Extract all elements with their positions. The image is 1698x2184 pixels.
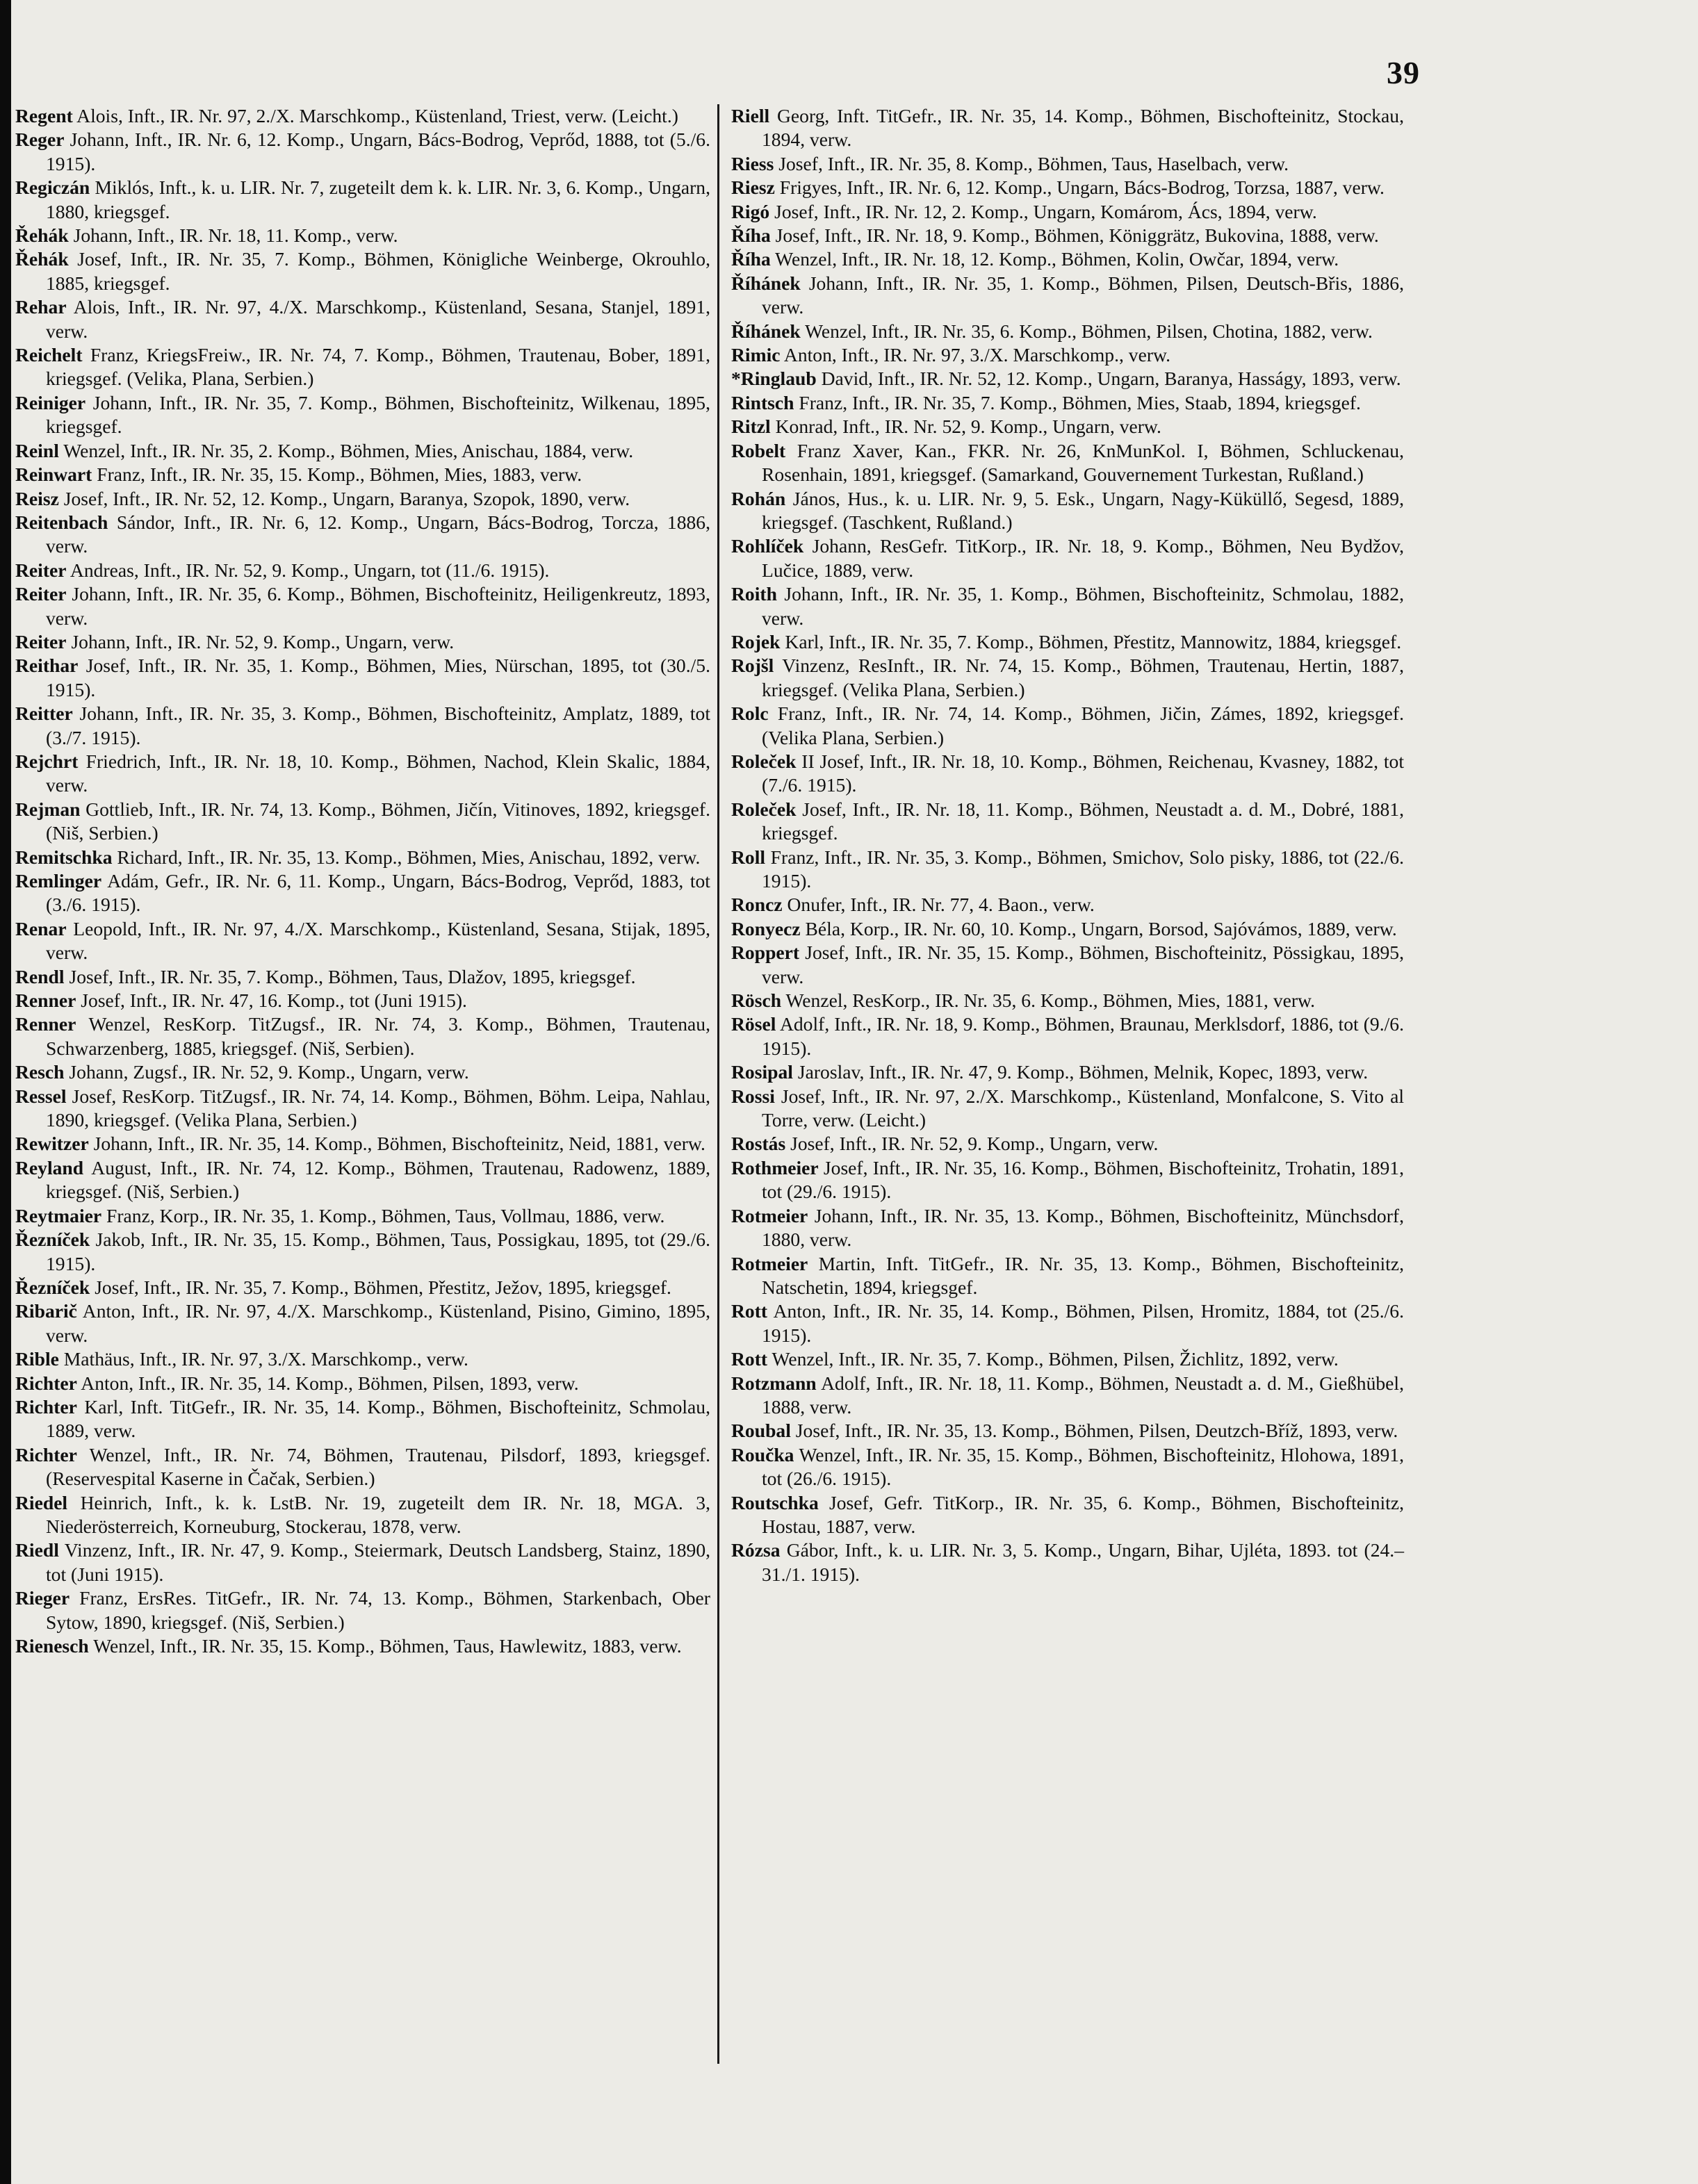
entry-details: Johann, Inft., IR. Nr. 52, 9. Komp., Ungarn, verw. [71, 630, 455, 652]
list-entry [15, 869, 710, 917]
entry-details: Johann, ResGefr. TitKorp., IR. Nr. 18, 9. Komp., Böhmen, Neu Bydžov, Lučice, 1889, verw. [762, 535, 1404, 581]
list-entry [15, 1347, 710, 1371]
entry-details: Heinrich, Inft., k. k. LstB. Nr. 19, zugeteilt dem IR. Nr. 18, MGA. 3, Niederösterreich, Korneuburg, Stockerau, 1878, verw. [46, 1491, 710, 1537]
entry-details: Franz Xaver, Kan., FKR. Nr. 26, KnMunKol. I, Böhmen, Schluckenau, Rosenhain, 1891, kriegsgef. (Samarkand, Gouvernement Turkestan, Rußland.) [762, 439, 1404, 486]
entry-details: Wenzel, Inft., IR. Nr. 35, 2. Komp., Böhmen, Mies, Anischau, 1884, verw. [63, 439, 634, 461]
list-entry [731, 1372, 1404, 1420]
entry-details: Wenzel, Inft., IR. Nr. 35, 6. Komp., Böhmen, Pilsen, Chotina, 1882, verw. [805, 320, 1373, 342]
entry-details: Vinzenz, ResInft., IR. Nr. 74, 15. Komp., Böhmen, Trautenau, Hertin, 1887, kriegsgef. (Velika Plana, Serbien.) [762, 655, 1404, 700]
entry-surname: Ronyecz [731, 917, 801, 939]
entry-surname: Reyland [15, 1156, 84, 1179]
entry-surname: Rott [731, 1300, 768, 1322]
list-entry [731, 1012, 1404, 1060]
right-column [731, 104, 1404, 1586]
list-entry [731, 391, 1404, 415]
entry-surname: Roith [731, 583, 777, 605]
list-entry [731, 104, 1404, 152]
entry-details: Gábor, Inft., k. u. LIR. Nr. 3, 5. Komp., Ungarn, Bihar, Ujléta, 1893. tot (24.–31./1. 1915). [762, 1539, 1404, 1585]
list-entry [15, 1204, 710, 1228]
list-entry [15, 391, 710, 439]
entry-details: Friedrich, Inft., IR. Nr. 18, 10. Komp., Böhmen, Nachod, Klein Skalic, 1884, verw. [46, 750, 710, 796]
entry-surname: Rostás [731, 1133, 786, 1155]
entry-surname: Reiter [15, 559, 67, 581]
list-entry [731, 1443, 1404, 1491]
entry-details: Onufer, Inft., IR. Nr. 77, 4. Baon., verw. [787, 894, 1095, 916]
entry-details: Andreas, Inft., IR. Nr. 52, 9. Komp., Ungarn, tot (11./6. 1915). [70, 559, 550, 581]
entry-surname: Riesz [731, 176, 775, 199]
entry-details: Anton, Inft., IR. Nr. 35, 14. Komp., Böhmen, Pilsen, Hromitz, 1884, tot (25./6. 1915). [762, 1300, 1404, 1346]
entry-surname: Rimic [731, 344, 781, 366]
entry-details: Josef, Inft., IR. Nr. 35, 1. Komp., Böhmen, Mies, Nürschan, 1895, tot (30./5. 1915). [46, 655, 710, 700]
entry-details: August, Inft., IR. Nr. 74, 12. Komp., Böhmen, Trautenau, Radowenz, 1889, kriegsgef. (Niš, Serbien.) [46, 1156, 710, 1203]
entry-surname: Reisz [15, 487, 59, 509]
list-entry [731, 1132, 1404, 1156]
list-entry [15, 104, 710, 128]
list-entry [731, 1156, 1404, 1204]
list-entry [15, 1538, 710, 1586]
entry-details: Wenzel, Inft., IR. Nr. 18, 12. Komp., Böhmen, Kolin, Owčar, 1894, verw. [775, 248, 1339, 270]
entry-surname: Rohlíček [731, 535, 804, 557]
list-entry [15, 582, 710, 630]
entry-surname: Reiniger [15, 391, 86, 413]
entry-surname: Rossi [731, 1085, 775, 1107]
list-entry [15, 1276, 710, 1299]
entry-surname: Řehák [15, 224, 69, 247]
entry-surname: Riell [731, 105, 770, 126]
list-entry [731, 439, 1404, 487]
list-entry [731, 534, 1404, 582]
entry-details: Wenzel, Inft., IR. Nr. 35, 7. Komp., Böhmen, Pilsen, Žichlitz, 1892, verw. [772, 1348, 1339, 1370]
list-entry [731, 798, 1404, 846]
entry-details: Josef, Inft., IR. Nr. 52, 12. Komp., Ungarn, Baranya, Szopok, 1890, verw. [63, 487, 630, 509]
entry-surname: Rejchrt [15, 750, 79, 772]
list-entry [731, 343, 1404, 367]
list-entry [731, 1538, 1404, 1586]
list-entry [731, 247, 1404, 271]
entry-details: Jakob, Inft., IR. Nr. 35, 15. Komp., Böhmen, Taus, Possigkau, 1895, tot (29./6. 1915). [46, 1229, 711, 1274]
entry-surname: Reithar [15, 655, 79, 677]
list-entry [15, 128, 710, 176]
entry-surname: Riess [731, 152, 774, 174]
list-entry [731, 1204, 1404, 1252]
entry-details: Josef, Gefr. TitKorp., IR. Nr. 35, 6. Komp., Böhmen, Bischofteinitz, Hostau, 1887, verw. [762, 1491, 1404, 1537]
entry-details: Josef, Inft., IR. Nr. 12, 2. Komp., Ungarn, Komárom, Ács, 1894, verw. [774, 200, 1317, 222]
list-entry [731, 1060, 1404, 1084]
entry-details: Johann, Inft., IR. Nr. 35, 13. Komp., Böhmen, Bischofteinitz, Münchsdorf, 1880, verw. [762, 1204, 1404, 1251]
entry-surname: Reitter [15, 703, 73, 725]
entry-details: Béla, Korp., IR. Nr. 60, 10. Komp., Ungarn, Borsod, Sajóvámos, 1889, verw. [805, 917, 1397, 939]
list-entry [15, 798, 710, 846]
entry-details: Johann, Inft., IR. Nr. 35, 1. Komp., Böhmen, Pilsen, Deutsch-Břis, 1886, verw. [762, 272, 1404, 318]
entry-surname: Riedel [15, 1491, 68, 1513]
entry-surname: Roleček [731, 798, 797, 820]
entry-details: Josef, Inft., IR. Nr. 35, 16. Komp., Böhmen, Bischofteinitz, Trohatin, 1891, tot (29./6. 1915). [762, 1156, 1404, 1203]
entry-details: Josef, Inft., IR. Nr. 52, 9. Komp., Ungarn, verw. [790, 1133, 1159, 1155]
entry-details: Wenzel, Inft., IR. Nr. 35, 15. Komp., Böhmen, Taus, Hawlewitz, 1883, verw. [93, 1635, 682, 1657]
entry-surname: Rigó [731, 200, 770, 222]
list-entry [15, 176, 710, 224]
entry-details: Franz, Korp., IR. Nr. 35, 1. Komp., Böhmen, Taus, Vollmau, 1886, verw. [106, 1204, 665, 1226]
entry-details: Jaroslav, Inft., IR. Nr. 47, 9. Komp., Böhmen, Melnik, Kopec, 1893, verw. [797, 1061, 1369, 1083]
entry-surname: Rosipal [731, 1061, 793, 1083]
entry-details: Johann, Inft., IR. Nr. 35, 1. Komp., Böhmen, Bischofteinitz, Schmolau, 1882, verw. [762, 583, 1404, 629]
entry-surname: Říhánek [731, 320, 801, 342]
entry-details: Anton, Inft., IR. Nr. 97, 4./X. Marschkomp., Küstenland, Pisino, Gimino, 1895, verw. [46, 1300, 710, 1346]
entry-details: Johann, Inft., IR. Nr. 35, 7. Komp., Böhmen, Bischofteinitz, Wilkenau, 1895, kriegsgef. [46, 391, 711, 438]
list-entry [15, 1586, 710, 1634]
list-entry [15, 224, 710, 247]
list-entry [731, 846, 1404, 894]
list-entry [731, 367, 1404, 391]
list-entry [731, 415, 1404, 438]
list-entry [15, 630, 710, 654]
entry-details: János, Hus., k. u. LIR. Nr. 9, 5. Esk., Ungarn, Nagy-Küküllő, Segesd, 1889, kriegsgef. (Taschkent, Rußland.) [762, 487, 1404, 533]
list-entry [731, 1252, 1404, 1300]
list-entry [15, 247, 710, 295]
entry-surname: Ritzl [731, 416, 771, 438]
entry-surname: Roučka [731, 1443, 794, 1465]
entry-details: Mathäus, Inft., IR. Nr. 97, 3./X. Marschkomp., verw. [63, 1348, 468, 1370]
entry-surname: Rotzmann [731, 1372, 817, 1394]
entry-surname: Robelt [731, 439, 786, 461]
entry-surname: Rózsa [731, 1539, 781, 1561]
entry-surname: Rotmeier [731, 1252, 808, 1274]
entry-surname: Říha [731, 224, 771, 247]
list-entry [15, 1634, 710, 1658]
list-entry [15, 846, 710, 869]
list-entry [731, 1419, 1404, 1443]
entry-details: Anton, Inft., IR. Nr. 35, 14. Komp., Böhmen, Pilsen, 1893, verw. [81, 1372, 579, 1394]
list-entry [731, 917, 1404, 941]
entry-surname: Rewitzer [15, 1133, 89, 1155]
entry-details: Wenzel, Inft., IR. Nr. 35, 15. Komp., Böhmen, Bischofteinitz, Hlohowa, 1891, tot (26./6. 1915). [762, 1443, 1404, 1490]
entry-surname: *Ringlaub [731, 368, 817, 390]
entry-surname: Richter [15, 1395, 77, 1418]
entry-surname: Řezníček [15, 1276, 90, 1298]
list-entry [731, 1085, 1404, 1133]
entry-surname: Remlinger [15, 870, 102, 892]
entry-surname: Reinl [15, 439, 59, 461]
entry-surname: Rohán [731, 487, 786, 509]
list-entry [15, 295, 710, 343]
entry-surname: Rible [15, 1348, 59, 1370]
entry-details: Alois, Inft., IR. Nr. 97, 4./X. Marschkomp., Küstenland, Sesana, Stanjel, 1891, verw. [46, 296, 710, 342]
entry-details: Josef, Inft., IR. Nr. 97, 2./X. Marschkomp., Küstenland, Monfalcone, S. Vito al Torre, verw. (Leicht.) [762, 1085, 1404, 1131]
entry-details: Johann, Inft., IR. Nr. 35, 6. Komp., Böhmen, Bischofteinitz, Heiligenkreutz, 1893, verw. [46, 583, 710, 629]
entry-surname: Roncz [731, 894, 783, 916]
entry-details: Leopold, Inft., IR. Nr. 97, 4./X. Marschkomp., Küstenland, Sesana, Stijak, 1895, verw. [46, 917, 710, 964]
entry-details: Josef, Inft., IR. Nr. 35, 15. Komp., Böhmen, Bischofteinitz, Pössigkau, 1895, verw. [762, 942, 1404, 987]
list-entry [15, 1299, 710, 1347]
entry-details: Franz, Inft., IR. Nr. 35, 15. Komp., Böhmen, Mies, 1883, verw. [97, 463, 582, 486]
entry-details: Adolf, Inft., IR. Nr. 18, 9. Komp., Böhmen, Braunau, Merklsdorf, 1886, tot (9./6. 1915). [762, 1013, 1404, 1059]
entry-surname: Reichelt [15, 344, 83, 366]
list-entry [15, 343, 710, 391]
entry-details: Karl, Inft. TitGefr., IR. Nr. 35, 14. Komp., Böhmen, Bischofteinitz, Schmolau, 1889, verw. [46, 1395, 710, 1442]
entry-details: Josef, Inft., IR. Nr. 47, 16. Komp., tot (Juni 1915). [81, 990, 467, 1012]
list-entry [15, 511, 710, 559]
entry-details: Gottlieb, Inft., IR. Nr. 74, 13. Komp., Böhmen, Jičín, Vitinoves, 1892, kriegsgef. (Niš, Serbien.) [46, 798, 710, 844]
entry-details: Josef, Inft., IR. Nr. 35, 7. Komp., Böhmen, Přestitz, Ježov, 1895, kriegsgef. [95, 1276, 671, 1298]
list-entry [731, 200, 1404, 224]
list-entry [731, 702, 1404, 750]
list-entry [731, 893, 1404, 917]
list-entry [731, 487, 1404, 535]
list-entry [731, 750, 1404, 798]
entry-details: Konrad, Inft., IR. Nr. 52, 9. Komp., Ungarn, verw. [775, 416, 1161, 438]
list-entry [731, 582, 1404, 630]
entry-surname: Richter [15, 1372, 77, 1394]
list-entry [731, 1491, 1404, 1539]
entry-details: Richard, Inft., IR. Nr. 35, 13. Komp., Böhmen, Mies, Anischau, 1892, verw. [117, 846, 701, 868]
list-entry [15, 1443, 710, 1491]
list-entry [15, 1012, 710, 1060]
entry-details: Wenzel, Inft., IR. Nr. 74, Böhmen, Trautenau, Pilsdorf, 1893, kriegsgef. (Reservespital Kaserne in Čačak, Serbien.) [46, 1443, 710, 1490]
list-entry [15, 750, 710, 798]
entry-surname: Remitschka [15, 846, 113, 868]
entry-surname: Rintsch [731, 391, 794, 413]
entry-details: Josef, Inft., IR. Nr. 35, 7. Komp., Böhmen, Königliche Weinberge, Okrouhlo, 1885, kriegsgef. [46, 248, 710, 294]
entry-details: Josef, Inft., IR. Nr. 18, 9. Komp., Böhmen, Königgrätz, Bukovina, 1888, verw. [775, 224, 1379, 247]
entry-surname: Renar [15, 917, 67, 939]
entry-details: Johann, Inft., IR. Nr. 35, 3. Komp., Böhmen, Bischofteinitz, Amplatz, 1889, tot (3./7. 1915). [46, 703, 710, 748]
entry-details: Adolf, Inft., IR. Nr. 18, 11. Komp., Böhmen, Neustadt a. d. M., Gießhübel, 1888, verw. [762, 1372, 1404, 1418]
entry-surname: Rienesch [15, 1635, 89, 1657]
entry-surname: Riedl [15, 1539, 59, 1561]
list-entry [15, 559, 710, 582]
entry-details: David, Inft., IR. Nr. 52, 12. Komp., Ungarn, Baranya, Hasságy, 1893, verw. [821, 368, 1401, 390]
entry-surname: Regiczán [15, 176, 90, 199]
entry-details: Franz, Inft., IR. Nr. 74, 14. Komp., Böhmen, Jičin, Zámes, 1892, kriegsgef. (Velika Plana, Serbien.) [762, 703, 1404, 748]
list-entry [731, 176, 1404, 199]
list-entry [15, 965, 710, 989]
entry-surname: Roppert [731, 942, 800, 964]
list-entry [731, 224, 1404, 247]
entry-details: Josef, Inft., IR. Nr. 35, 7. Komp., Böhmen, Taus, Dlažov, 1895, kriegsgef. [69, 965, 636, 987]
entry-surname: Rejman [15, 798, 81, 820]
entry-details: Johann, Inft., IR. Nr. 6, 12. Komp., Ungarn, Bács-Bodrog, Veprőd, 1888, tot (5./6. 1915). [46, 129, 710, 174]
page-number: 39 [1387, 55, 1420, 90]
entry-surname: Reitenbach [15, 511, 108, 533]
entry-surname: Rojek [731, 630, 781, 652]
entry-surname: Rojšl [731, 655, 774, 677]
entry-details: Josef, Inft., IR. Nr. 35, 8. Komp., Böhmen, Taus, Haselbach, verw. [778, 152, 1289, 174]
entry-surname: Rieger [15, 1587, 70, 1609]
list-entry [15, 1372, 710, 1395]
list-entry [731, 320, 1404, 343]
entry-details: Josef, Inft., IR. Nr. 18, 11. Komp., Böhmen, Neustadt a. d. M., Dobré, 1881, kriegsgef. [762, 798, 1404, 844]
entry-surname: Reiter [15, 583, 67, 605]
list-entry [15, 463, 710, 486]
entry-details: Sándor, Inft., IR. Nr. 6, 12. Komp., Ungarn, Bács-Bodrog, Torcza, 1886, verw. [46, 511, 710, 557]
column-divider [717, 104, 719, 2064]
scan-edge [0, 0, 11, 2184]
entry-details: Frigyes, Inft., IR. Nr. 6, 12. Komp., Ungarn, Bács-Bodrog, Torzsa, 1887, verw. [779, 176, 1385, 199]
list-entry [731, 989, 1404, 1012]
entry-details: Miklós, Inft., k. u. LIR. Nr. 7, zugeteilt dem k. k. LIR. Nr. 3, 6. Komp., Ungarn, 1880, kriegsgef. [46, 176, 710, 222]
entry-details: Karl, Inft., IR. Nr. 35, 7. Komp., Böhmen, Přestitz, Mannowitz, 1884, kriegsgef. [785, 630, 1402, 652]
entry-surname: Rendl [15, 965, 65, 987]
list-entry [15, 989, 710, 1012]
entry-surname: Řehák [15, 248, 69, 270]
entry-surname: Roleček [731, 750, 797, 772]
entry-details: Martin, Inft. TitGefr., IR. Nr. 35, 13. Komp., Böhmen, Bischofteinitz, Natschetin, 1894, kriegsgef. [762, 1252, 1404, 1298]
entry-details: Franz, KriegsFreiw., IR. Nr. 74, 7. Komp., Böhmen, Trautenau, Bober, 1891, kriegsgef. (Velika, Plana, Serbien.) [46, 344, 710, 390]
entry-details: Franz, ErsRes. TitGefr., IR. Nr. 74, 13. Komp., Böhmen, Starkenbach, Ober Sytow, 1890, kriegsgef. (Niš, Serbien.) [46, 1587, 710, 1633]
entry-details: Josef, ResKorp. TitZugsf., IR. Nr. 74, 14. Komp., Böhmen, Böhm. Leipa, Nahlau, 1890, kriegsgef. (Velika Plana, Serbien.) [46, 1085, 710, 1131]
entry-details: Franz, Inft., IR. Nr. 35, 7. Komp., Böhmen, Mies, Staab, 1894, kriegsgef. [799, 391, 1361, 413]
entry-surname: Rolc [731, 703, 769, 725]
list-entry [731, 272, 1404, 320]
entry-details: II Josef, Inft., IR. Nr. 18, 10. Komp., Böhmen, Reichenau, Kvasney, 1882, tot (7./6. 1915). [762, 750, 1404, 796]
list-entry [15, 1491, 710, 1539]
list-entry [731, 630, 1404, 654]
entry-surname: Regent [15, 105, 73, 126]
entry-surname: Říhánek [731, 272, 801, 294]
list-entry [731, 1347, 1404, 1371]
entry-details: Vinzenz, Inft., IR. Nr. 47, 9. Komp., Steiermark, Deutsch Landsberg, Stainz, 1890, tot (Juni 1915). [46, 1539, 711, 1585]
left-column [15, 104, 710, 1658]
entry-surname: Routschka [731, 1491, 819, 1513]
entry-details: Johann, Inft., IR. Nr. 18, 11. Komp., verw. [73, 224, 398, 247]
list-entry [15, 702, 710, 750]
entry-details: Franz, Inft., IR. Nr. 35, 3. Komp., Böhmen, Smichov, Solo pisky, 1886, tot (22./6. 1915). [762, 846, 1404, 892]
list-entry [15, 1132, 710, 1156]
entry-surname: Rehar [15, 296, 67, 318]
entry-details: Johann, Inft., IR. Nr. 35, 14. Komp., Böhmen, Bischofteinitz, Neid, 1881, verw. [93, 1133, 705, 1155]
entry-surname: Renner [15, 990, 76, 1012]
list-entry [15, 917, 710, 965]
entry-details: Wenzel, ResKorp., IR. Nr. 35, 6. Komp., Böhmen, Mies, 1881, verw. [785, 990, 1316, 1012]
entry-surname: Rothmeier [731, 1156, 819, 1179]
entry-surname: Ressel [15, 1085, 67, 1107]
list-entry [15, 1395, 710, 1443]
list-entry [731, 152, 1404, 176]
entry-surname: Ribarič [15, 1300, 77, 1322]
entry-surname: Rott [731, 1348, 768, 1370]
entry-surname: Řezníček [15, 1229, 90, 1251]
list-entry [15, 1156, 710, 1204]
list-entry [15, 654, 710, 702]
entry-details: Anton, Inft., IR. Nr. 97, 3./X. Marschkomp., verw. [783, 344, 1171, 366]
entry-details: Johann, Zugsf., IR. Nr. 52, 9. Komp., Ungarn, verw. [69, 1061, 469, 1083]
entry-surname: Reytmaier [15, 1204, 102, 1226]
entry-surname: Rösch [731, 990, 782, 1012]
entry-surname: Rotmeier [731, 1204, 808, 1226]
list-entry [15, 487, 710, 511]
list-entry [15, 1060, 710, 1084]
list-entry [731, 1299, 1404, 1347]
list-entry [15, 1085, 710, 1133]
entry-surname: Rösel [731, 1013, 776, 1035]
list-entry [731, 654, 1404, 702]
entry-surname: Resch [15, 1061, 65, 1083]
entry-surname: Reiter [15, 630, 67, 652]
entry-details: Josef, Inft., IR. Nr. 35, 13. Komp., Böhmen, Pilsen, Deutzch-Bříž, 1893, verw. [795, 1420, 1398, 1442]
entry-surname: Roubal [731, 1420, 791, 1442]
list-entry [15, 1228, 710, 1276]
entry-surname: Roll [731, 846, 766, 868]
entry-surname: Reinwart [15, 463, 92, 486]
entry-details: Alois, Inft., IR. Nr. 97, 2./X. Marschkomp., Küstenland, Triest, verw. (Leicht.) [76, 105, 678, 126]
entry-details: Wenzel, ResKorp. TitZugsf., IR. Nr. 74, 3. Komp., Böhmen, Trautenau, Schwarzenberg, 1885, kriegsgef. (Niš, Serbien). [46, 1013, 711, 1059]
entry-surname: Renner [15, 1013, 76, 1035]
entry-details: Adám, Gefr., IR. Nr. 6, 11. Komp., Ungarn, Bács-Bodrog, Veprőd, 1883, tot (3./6. 1915). [46, 870, 710, 916]
entry-details: Georg, Inft. TitGefr., IR. Nr. 35, 14. Komp., Böhmen, Bischofteinitz, Stockau, 1894, verw. [762, 105, 1404, 151]
list-entry [15, 439, 710, 463]
list-entry [731, 941, 1404, 989]
entry-surname: Richter [15, 1443, 77, 1465]
entry-surname: Reger [15, 129, 65, 151]
entry-surname: Říha [731, 248, 771, 270]
